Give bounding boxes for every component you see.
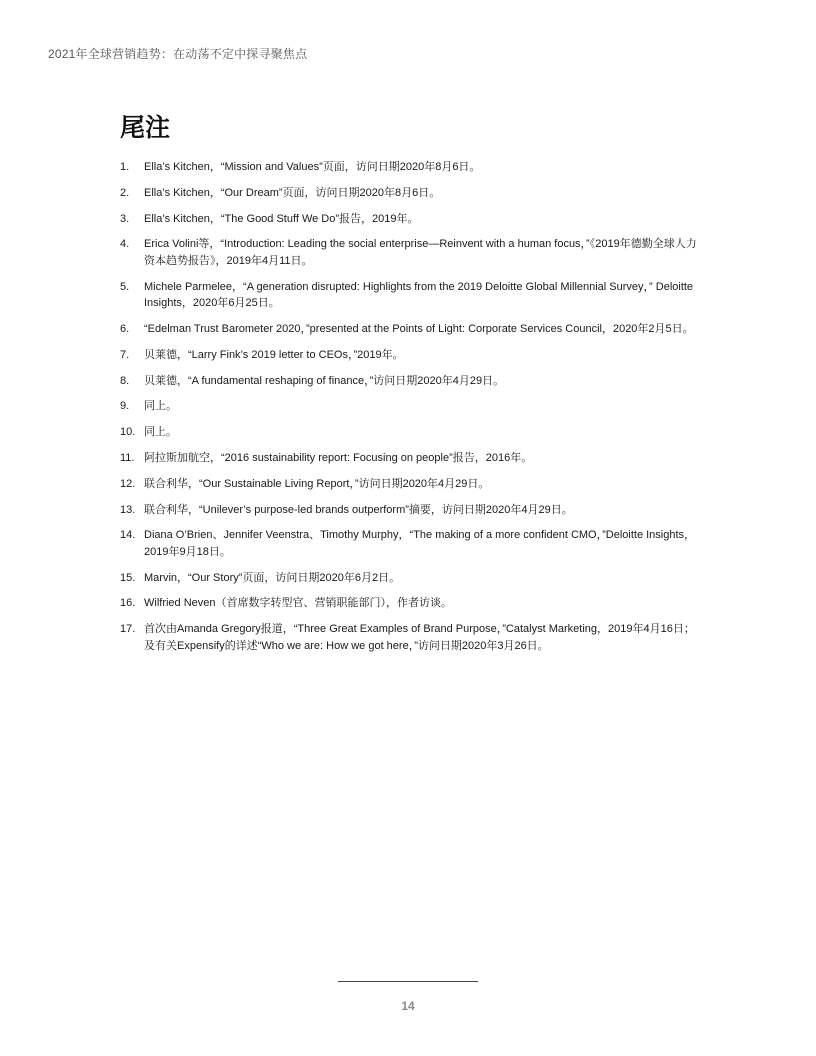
- endnote-number: 9.: [120, 400, 130, 413]
- endnote-number: 11.: [120, 451, 135, 464]
- endnote-text: Ella’s Kitchen，“Our Dream”页面，访问日期2020年8月6日。: [144, 186, 441, 199]
- endnote-text: 联合利华，“Unilever’s purpose-led brands outperform”摘要，访问日期2020年4月29日。: [144, 503, 573, 516]
- page-title: 尾注: [120, 113, 171, 142]
- endnote-number: 7.: [120, 348, 130, 361]
- endnote-number: 12.: [120, 477, 136, 490]
- running-header: 2021年全球营销趋势：在动荡不定中探寻聚焦点: [48, 47, 308, 61]
- endnote-text: 贝莱德，“A fundamental reshaping of finance，”访问日期2020年4月29日。: [144, 374, 505, 387]
- endnote-12: [120, 476, 700, 493]
- endnote-3: [120, 211, 700, 228]
- endnote-16: [120, 595, 700, 612]
- endnote-text: Michele Parmelee，“A generation disrupted: Highlights from the 2019 Deloitte Global Millennial Survey，” Deloitte Insights，2020年6月25日。: [144, 280, 694, 310]
- endnote-text: Wilfried Neven（首席数字转型官、营销职能部门），作者访谈。: [144, 597, 453, 610]
- endnote-1: [120, 159, 700, 176]
- endnote-number: 14.: [120, 529, 136, 542]
- endnote-text: “Edelman Trust Barometer 2020，”presented at the Points of Light: Corporate Services Council，2020年2月5日。: [144, 322, 694, 335]
- endnote-number: 16.: [120, 597, 136, 610]
- endnote-17: [120, 621, 700, 654]
- endnote-text: Erica Volini等，“Introduction: Leading the social enterprise—Reinvent with a human focus，”《2019年德勤全球人力资本趋势报告》，2019年4月11日。: [144, 238, 697, 267]
- footer-divider: [338, 981, 478, 982]
- endnote-text: 阿拉斯加航空，“2016 sustainability report: Focusing on people”报告，2016年。: [144, 451, 533, 464]
- endnote-number: 3.: [120, 212, 130, 225]
- endnote-number: 10.: [120, 426, 136, 439]
- endnote-14: [120, 527, 700, 560]
- endnote-number: 2.: [120, 186, 130, 199]
- endnote-9: [120, 398, 700, 415]
- endnote-8: [120, 373, 700, 390]
- endnote-number: 13.: [120, 503, 136, 516]
- endnote-text: 同上。: [144, 400, 177, 413]
- endnote-10: [120, 424, 700, 441]
- endnote-6: [120, 321, 700, 338]
- endnote-number: 4.: [120, 238, 130, 251]
- endnote-text: 联合利华，“Our Sustainable Living Report，”访问日期2020年4月29日。: [144, 477, 490, 490]
- endnote-4: [120, 236, 700, 269]
- endnote-number: 1.: [120, 161, 130, 173]
- endnote-15: [120, 570, 700, 587]
- endnote-text: 贝莱德，“Larry Fink’s 2019 letter to CEOs，”2019年。: [144, 348, 404, 361]
- page-number: 14: [401, 999, 415, 1013]
- endnote-7: [120, 347, 700, 364]
- endnote-number: 5.: [120, 280, 130, 293]
- endnote-11: [120, 450, 700, 467]
- endnote-text: Marvin，“Our Story”页面，访问日期2020年6月2日。: [144, 571, 401, 584]
- endnote-text: Diana O’Brien、Jennifer Veenstra、Timothy Murphy，“The making of a more confident CMO，”Deloitte Insights，2019年9月18日。: [144, 529, 696, 558]
- endnote-text: Ella’s Kitchen，“The Good Stuff We Do”报告，2019年。: [144, 212, 419, 225]
- endnote-5: [120, 279, 700, 312]
- endnote-text: Ella’s Kitchen，“Mission and Values”页面，访问日期2020年8月6日。: [144, 161, 481, 173]
- endnote-number: 15.: [120, 571, 136, 584]
- endnote-2: [120, 185, 700, 202]
- endnote-number: 8.: [120, 374, 130, 387]
- endnote-number: 6.: [120, 322, 130, 335]
- endnote-13: [120, 502, 700, 519]
- endnote-text: 首次由Amanda Gregory报道，“Three Great Examples of Brand Purpose，”Catalyst Marketing，2019年4月16日；及有关Expensify的详述“Who we are: How we got here，”访问日期2020年3月26日。: [144, 623, 695, 652]
- endnote-text: 同上。: [144, 426, 177, 439]
- endnotes-list: [120, 159, 700, 664]
- endnote-number: 17.: [120, 623, 136, 636]
